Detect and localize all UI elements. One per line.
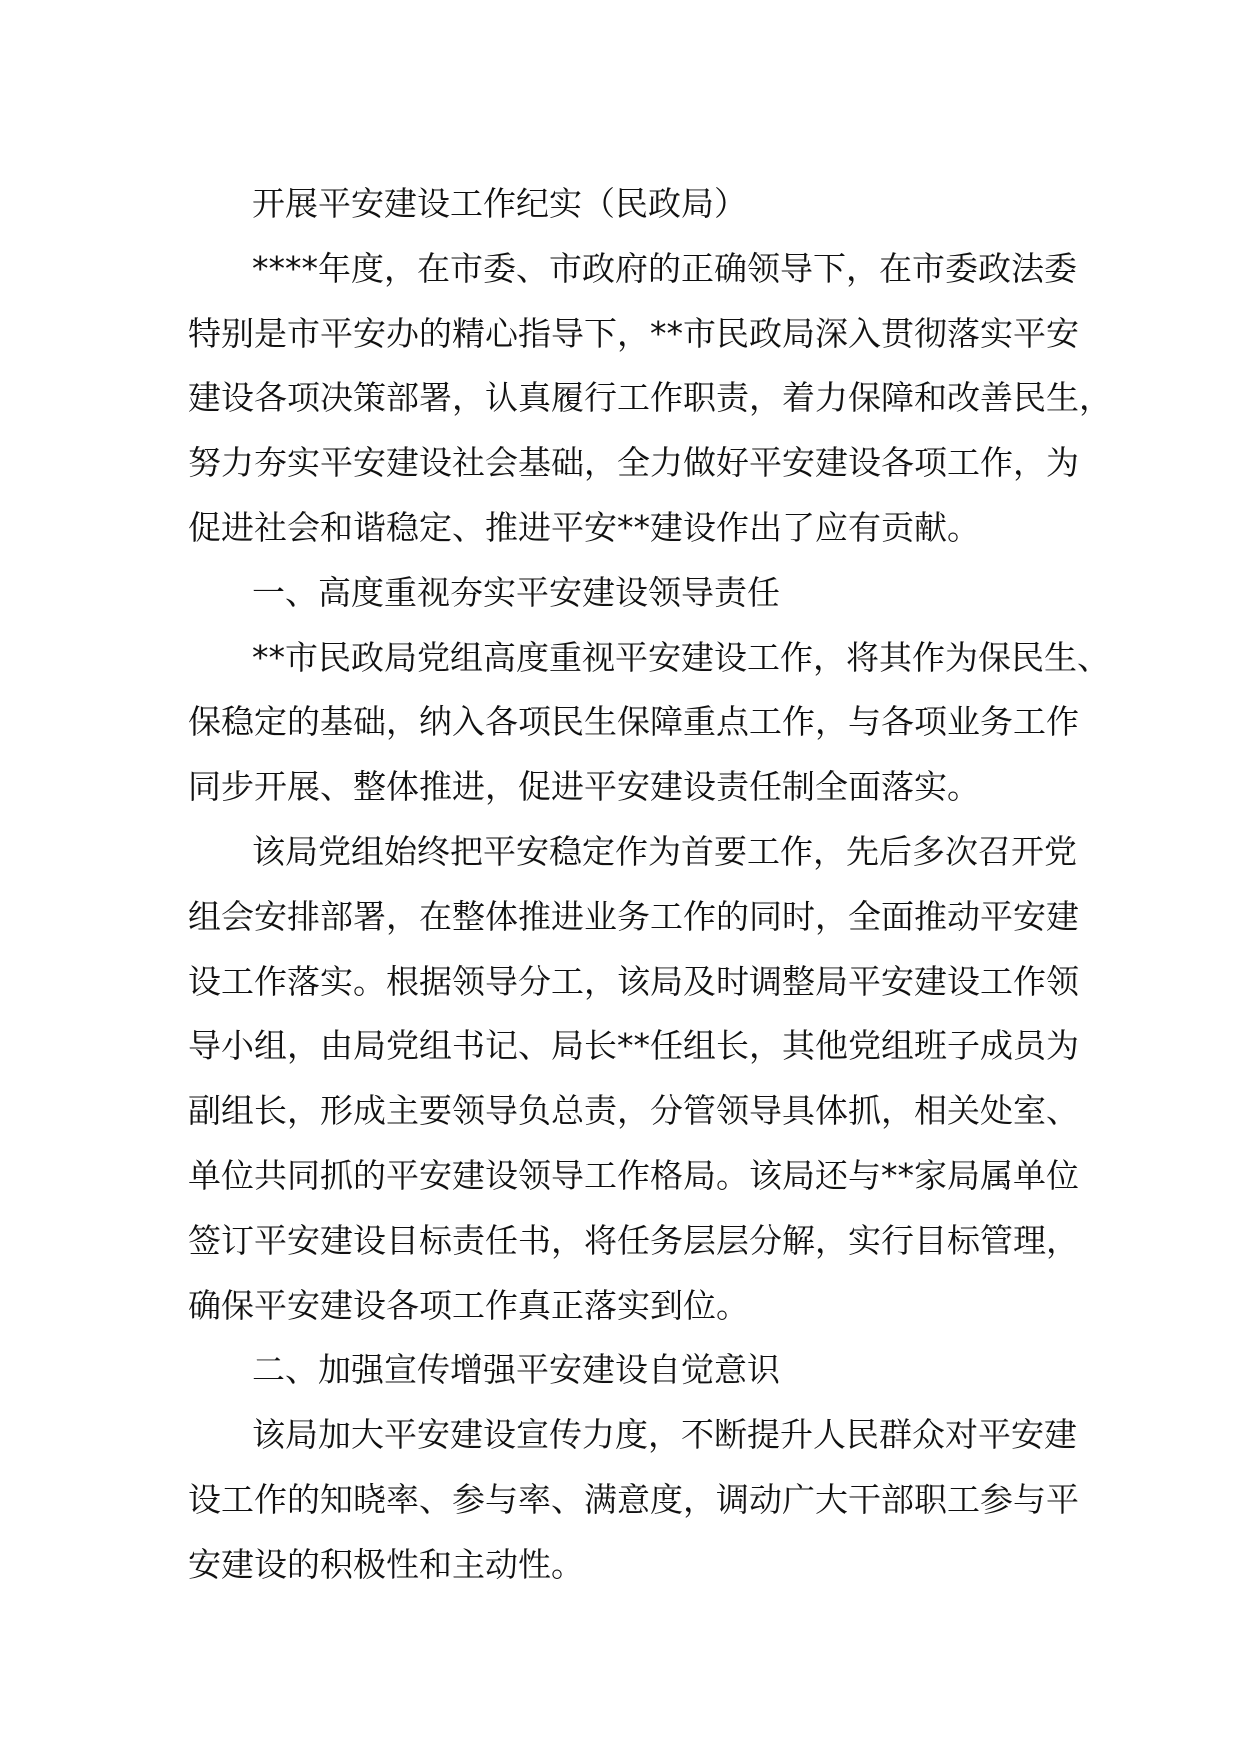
paragraph-line: 努力夯实平安建设社会基础，全力做好平安建设各项工作，为 bbox=[188, 443, 1079, 483]
paragraph-line: 副组长，形成主要领导负总责，分管领导具体抓，相关处室、 bbox=[188, 1091, 1079, 1131]
paragraph bbox=[188, 820, 1088, 1338]
paragraph-line: 保稳定的基础，纳入各项民生保障重点工作，与各项业务工作 bbox=[188, 702, 1079, 742]
paragraph-list bbox=[188, 237, 1112, 1598]
paragraph-line: 该局加大平安建设宣传力度，不断提升人民群众对平安建 bbox=[252, 1415, 1077, 1455]
section-heading bbox=[188, 561, 1088, 626]
section-heading-line: 二、加强宣传增强平安建设自觉意识 bbox=[252, 1350, 780, 1390]
paragraph-line: **市民政局党组高度重视平安建设工作，将其作为保民生、 bbox=[252, 637, 1110, 677]
paragraph bbox=[188, 626, 1110, 820]
document-title: 开展平安建设工作纪实（民政局） bbox=[252, 184, 747, 223]
paragraph-line: ****年度，在市委、市政府的正确领导下，在市委政法委 bbox=[252, 248, 1077, 288]
paragraph-line: 导小组，由局党组书记、局长**任组长，其他党组班子成员为 bbox=[188, 1026, 1079, 1066]
paragraph-line: 特别是市平安办的精心指导下，**市民政局深入贯彻落实平安 bbox=[188, 313, 1079, 353]
paragraph-line: 组会安排部署，在整体推进业务工作的同时，全面推动平安建 bbox=[188, 896, 1079, 936]
paragraph-line: 同步开展、整体推进，促进平安建设责任制全面落实。 bbox=[188, 767, 980, 807]
document-body bbox=[188, 172, 1112, 1598]
paragraph-line: 安建设的积极性和主动性。 bbox=[188, 1544, 584, 1584]
paragraph-line: 单位共同抓的平安建设领导工作格局。该局还与**家局属单位 bbox=[188, 1155, 1079, 1195]
paragraph-line: 建设各项决策部署，认真履行工作职责，着力保障和改善民生， bbox=[188, 378, 1112, 418]
section-heading-line: 一、高度重视夯实平安建设领导责任 bbox=[252, 572, 780, 612]
paragraph-line: 设工作的知晓率、参与率、满意度，调动广大干部职工参与平 bbox=[188, 1479, 1079, 1519]
paragraph-line: 该局党组始终把平安稳定作为首要工作，先后多次召开党 bbox=[252, 831, 1077, 871]
paragraph bbox=[188, 1403, 1088, 1597]
paragraph bbox=[188, 237, 1112, 561]
paragraph-line: 促进社会和谐稳定、推进平安**建设作出了应有贡献。 bbox=[188, 507, 980, 547]
section-heading bbox=[188, 1338, 1088, 1403]
paragraph-line: 签订平安建设目标责任书，将任务层层分解，实行目标管理， bbox=[188, 1220, 1079, 1260]
paragraph-line: 确保平安建设各项工作真正落实到位。 bbox=[188, 1285, 749, 1325]
paragraph-line: 设工作落实。根据领导分工，该局及时调整局平安建设工作领 bbox=[188, 961, 1079, 1001]
